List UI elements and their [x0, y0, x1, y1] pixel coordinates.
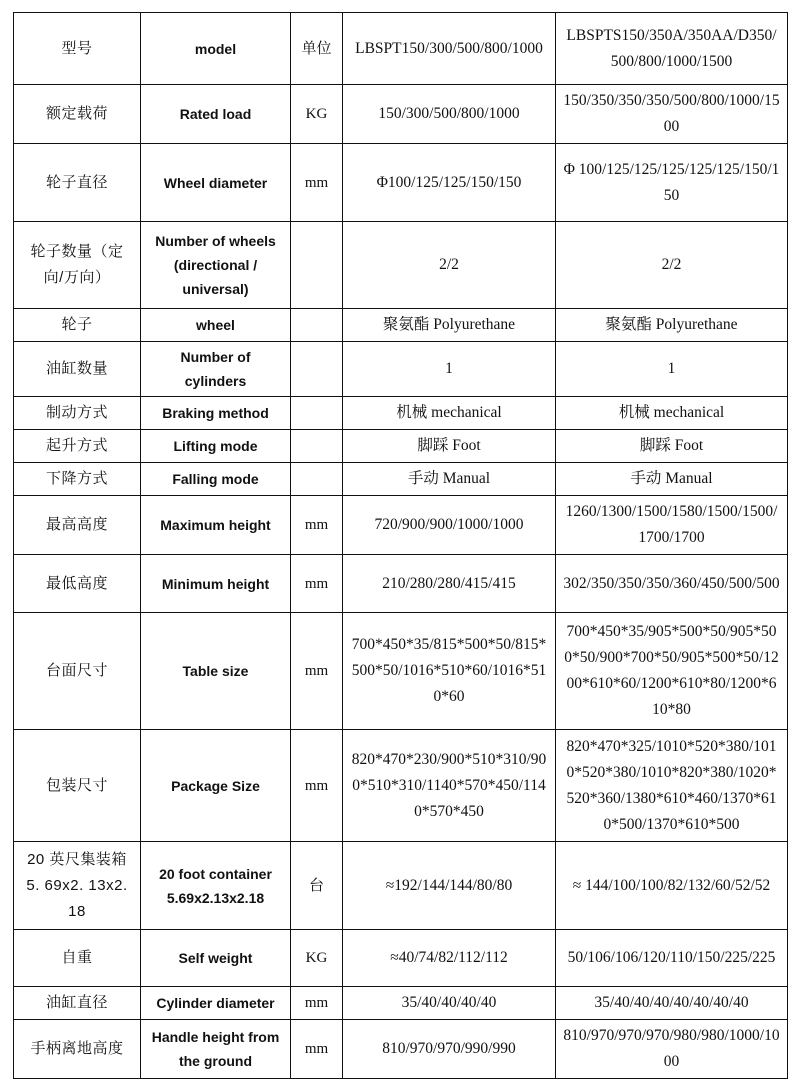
table-row: [14, 730, 788, 842]
cell-unit: mm: [291, 144, 343, 222]
table-row: [14, 496, 788, 555]
table-row: [14, 430, 788, 463]
cell-series-lbspt: ≈40/74/82/112/112: [343, 930, 556, 987]
cell-label-cn: 包装尺寸: [14, 730, 141, 842]
table-row: [14, 1020, 788, 1079]
cell-label-en: Number of wheels (directional / universal): [141, 222, 291, 309]
table-row: [14, 842, 788, 930]
cell-series-lbspt: ≈192/144/144/80/80: [343, 842, 556, 930]
cell-unit: mm: [291, 496, 343, 555]
cell-series-lbspts: 1: [556, 342, 788, 397]
cell-series-lbspts: 150/350/350/350/500/800/1000/1500: [556, 85, 788, 144]
cell-series-lbspts: Φ 100/125/125/125/125/125/150/150: [556, 144, 788, 222]
spec-table: [13, 12, 788, 1079]
cell-unit: mm: [291, 555, 343, 613]
cell-label-en: Maximum height: [141, 496, 291, 555]
table-row: [14, 13, 788, 85]
cell-unit: mm: [291, 987, 343, 1020]
cell-series-lbspts: 手动 Manual: [556, 463, 788, 496]
cell-label-en: Self weight: [141, 930, 291, 987]
cell-label-cn: 台面尺寸: [14, 613, 141, 730]
cell-series-lbspt: LBSPT150/300/500/800/1000: [343, 13, 556, 85]
cell-series-lbspts: 810/970/970/970/980/980/1000/1000: [556, 1020, 788, 1079]
cell-series-lbspts: 聚氨酯 Polyurethane: [556, 309, 788, 342]
cell-series-lbspts: 2/2: [556, 222, 788, 309]
cell-unit: mm: [291, 1020, 343, 1079]
table-row: [14, 85, 788, 144]
cell-series-lbspts: 脚踩 Foot: [556, 430, 788, 463]
cell-series-lbspt: 2/2: [343, 222, 556, 309]
cell-series-lbspt: 机械 mechanical: [343, 397, 556, 430]
cell-label-en: Minimum height: [141, 555, 291, 613]
cell-label-cn: 下降方式: [14, 463, 141, 496]
cell-unit: 台: [291, 842, 343, 930]
cell-series-lbspts: LBSPTS150/350A/350AA/D350/500/800/1000/1500: [556, 13, 788, 85]
cell-label-en: 20 foot container 5.69x2.13x2.18: [141, 842, 291, 930]
table-row: [14, 613, 788, 730]
cell-label-en: Cylinder diameter: [141, 987, 291, 1020]
spec-table-body: [14, 13, 788, 1079]
cell-series-lbspt: 720/900/900/1000/1000: [343, 496, 556, 555]
cell-label-cn: 最低高度: [14, 555, 141, 613]
table-row: [14, 463, 788, 496]
cell-series-lbspts: 1260/1300/1500/1580/1500/1500/1700/1700: [556, 496, 788, 555]
cell-label-cn: 20 英尺集装箱 5. 69x2. 13x2. 18: [14, 842, 141, 930]
table-row: [14, 144, 788, 222]
cell-label-cn: 最高高度: [14, 496, 141, 555]
cell-label-en: Lifting mode: [141, 430, 291, 463]
cell-series-lbspts: 50/106/106/120/110/150/225/225: [556, 930, 788, 987]
cell-label-cn: 轮子: [14, 309, 141, 342]
cell-series-lbspt: 35/40/40/40/40: [343, 987, 556, 1020]
table-row: [14, 342, 788, 397]
table-row: [14, 987, 788, 1020]
cell-unit: [291, 309, 343, 342]
cell-label-cn: 轮子数量（定向/万向）: [14, 222, 141, 309]
cell-label-cn: 自重: [14, 930, 141, 987]
cell-unit: [291, 430, 343, 463]
cell-label-en: model: [141, 13, 291, 85]
cell-unit: mm: [291, 613, 343, 730]
cell-series-lbspt: 1: [343, 342, 556, 397]
cell-series-lbspt: 手动 Manual: [343, 463, 556, 496]
cell-label-cn: 油缸数量: [14, 342, 141, 397]
cell-series-lbspts: 机械 mechanical: [556, 397, 788, 430]
table-row: [14, 555, 788, 613]
cell-label-cn: 起升方式: [14, 430, 141, 463]
cell-series-lbspt: 150/300/500/800/1000: [343, 85, 556, 144]
table-row: [14, 309, 788, 342]
cell-label-en: Package Size: [141, 730, 291, 842]
cell-label-en: Number of cylinders: [141, 342, 291, 397]
cell-unit: 单位: [291, 13, 343, 85]
cell-series-lbspts: 302/350/350/350/360/450/500/500: [556, 555, 788, 613]
cell-label-en: Falling mode: [141, 463, 291, 496]
cell-unit: [291, 342, 343, 397]
cell-label-cn: 轮子直径: [14, 144, 141, 222]
cell-label-en: Table size: [141, 613, 291, 730]
cell-series-lbspt: 聚氨酯 Polyurethane: [343, 309, 556, 342]
cell-series-lbspts: ≈ 144/100/100/82/132/60/52/52: [556, 842, 788, 930]
cell-series-lbspt: 810/970/970/990/990: [343, 1020, 556, 1079]
table-row: [14, 397, 788, 430]
cell-label-en: Rated load: [141, 85, 291, 144]
cell-label-cn: 油缸直径: [14, 987, 141, 1020]
cell-unit: [291, 463, 343, 496]
table-row: [14, 222, 788, 309]
cell-label-en: Handle height from the ground: [141, 1020, 291, 1079]
cell-series-lbspt: 脚踩 Foot: [343, 430, 556, 463]
cell-unit: mm: [291, 730, 343, 842]
cell-label-cn: 额定载荷: [14, 85, 141, 144]
cell-unit: KG: [291, 930, 343, 987]
cell-unit: KG: [291, 85, 343, 144]
cell-series-lbspts: 35/40/40/40/40/40/40/40: [556, 987, 788, 1020]
cell-label-cn: 型号: [14, 13, 141, 85]
cell-series-lbspt: Φ100/125/125/150/150: [343, 144, 556, 222]
table-row: [14, 930, 788, 987]
cell-label-en: Wheel diameter: [141, 144, 291, 222]
cell-label-cn: 手柄离地高度: [14, 1020, 141, 1079]
cell-unit: [291, 222, 343, 309]
cell-label-en: wheel: [141, 309, 291, 342]
cell-series-lbspt: 210/280/280/415/415: [343, 555, 556, 613]
cell-unit: [291, 397, 343, 430]
cell-label-cn: 制动方式: [14, 397, 141, 430]
cell-series-lbspts: 700*450*35/905*500*50/905*500*50/900*700*50/905*500*50/1200*610*60/1200*610*80/1200*610*80: [556, 613, 788, 730]
cell-series-lbspt: 820*470*230/900*510*310/900*510*310/1140*570*450/1140*570*450: [343, 730, 556, 842]
cell-label-en: Braking method: [141, 397, 291, 430]
cell-series-lbspts: 820*470*325/1010*520*380/1010*520*380/1010*820*380/1020*520*360/1380*610*460/1370*610*500/1370*610*500: [556, 730, 788, 842]
cell-series-lbspt: 700*450*35/815*500*50/815*500*50/1016*510*60/1016*510*60: [343, 613, 556, 730]
